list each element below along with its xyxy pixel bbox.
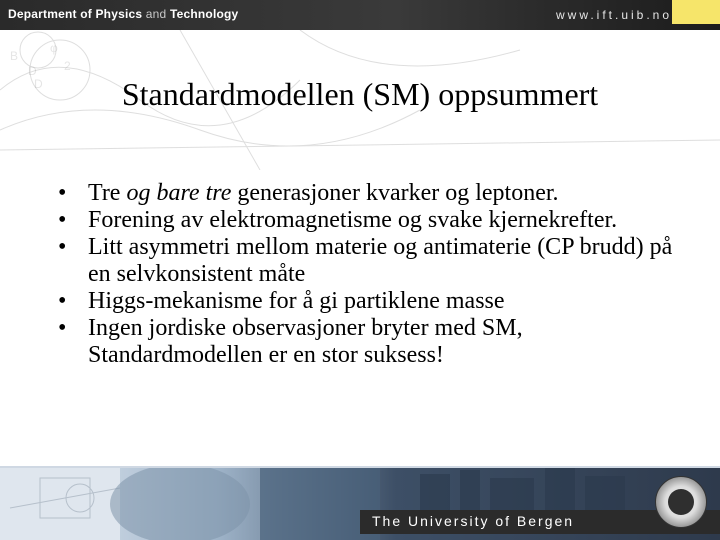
svg-text:D: D [28, 64, 37, 78]
seal-emblem [668, 489, 694, 515]
department-name [8, 7, 238, 21]
bullet-list [58, 180, 678, 369]
university-name: The University of Bergen [372, 513, 575, 529]
bullet-item [58, 207, 678, 234]
bullet-item [58, 180, 678, 207]
university-seal-icon [655, 476, 707, 528]
bullet-item [58, 234, 678, 288]
website-url: www.ift.uib.no [556, 8, 673, 22]
bullet-text: Ingen jordiske observasjoner bryter med SM, Standardmodellen er en stor suksess! [88, 315, 523, 368]
header-banner [0, 0, 720, 30]
svg-text:φ: φ [50, 41, 58, 55]
department-name-primary: Department of Physics [8, 7, 143, 21]
svg-text:D: D [34, 77, 43, 91]
bullet-item [58, 288, 678, 315]
svg-text:B: B [10, 49, 19, 63]
slide-title: Standardmodellen (SM) oppsummert [121, 76, 599, 112]
svg-text:2: 2 [64, 59, 71, 73]
bullet-text: Forening av elektromagnetisme og svake kjernekrefter. [88, 207, 618, 233]
accent-block [672, 0, 720, 24]
bullet-text-tail: generasjoner kvarker og leptoner. [231, 180, 559, 206]
department-name-rest: Technology [169, 7, 239, 21]
bullet-text: Litt asymmetri mellom materie og antimaterie (CP brudd) på en selvkonsistent måte [88, 234, 673, 287]
bullet-text: Tre [88, 180, 127, 206]
department-name-and: and [145, 7, 167, 21]
bullet-text: Higgs-mekanisme for å gi partiklene masse [88, 288, 505, 314]
bullet-item [58, 315, 678, 369]
bullet-emphasis: og bare tre [126, 180, 232, 206]
